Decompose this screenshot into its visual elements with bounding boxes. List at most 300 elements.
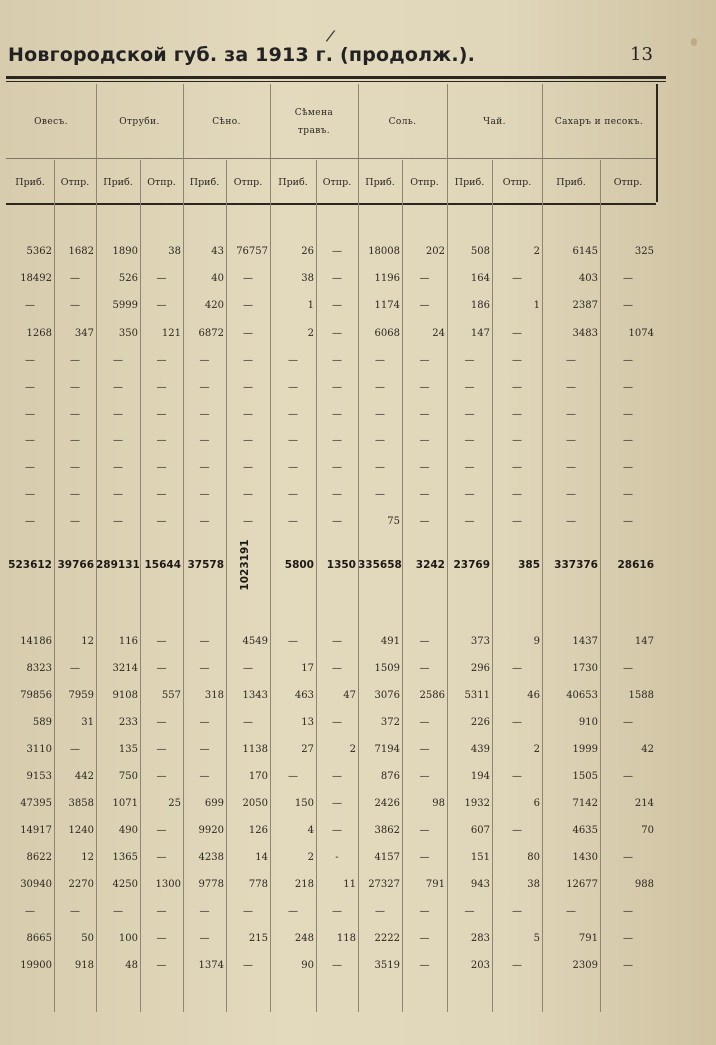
table-cell: 1268 [26,328,52,339]
table-cell: 2270 [68,879,94,890]
table-cell: 14186 [20,636,52,647]
table-cell: 18008 [368,246,400,257]
table-cell: — [288,771,298,782]
table-cell: — [156,717,167,728]
table-cell: — [623,516,633,527]
table-cell: — [623,273,633,284]
group-header-3: Сѣмена травъ. [294,108,334,136]
table-cell: 4 [307,825,314,836]
pencil-mark: / [324,25,337,46]
subheader-6: Приб. [278,176,308,188]
table-cell: — [419,744,430,755]
table-cell: — [156,489,167,500]
table-cell: 31 [81,717,94,728]
table-cell: — [512,328,522,339]
table-cell: 164 [470,273,490,284]
table-cell: — [199,933,210,944]
table-cell: 7142 [572,798,598,809]
table-cell: — [419,663,430,674]
table-cell: 2050 [242,798,268,809]
table-cell: 147 [634,636,654,647]
table-cell: 14 [255,852,268,863]
table-cell: 1505 [572,771,598,782]
table-cell: 442 [74,771,94,782]
table-cell: — [623,409,633,420]
table-cell: — [332,825,342,836]
table-cell: 508 [470,246,490,257]
table-cell: 2387 [572,300,598,311]
table-cell: 170 [248,771,268,782]
group-header-2: Сѣно. [212,117,241,127]
table-cell: — [156,852,167,863]
table-cell: 1196 [374,273,400,284]
table-cell: 186 [470,300,490,311]
header-bottom-rule [6,203,656,205]
table-cell: 194 [470,771,490,782]
table-cell: 79856 [20,690,52,701]
table-cell: 98 [432,798,445,809]
table-cell: 283 [470,933,490,944]
table-cell: — [288,462,298,473]
table-cell: — [70,382,80,393]
table-cell: 26 [301,246,314,257]
table-cell: — [243,906,253,917]
table-cell: 1300 [155,879,181,890]
table-cell: — [332,771,342,782]
table-cell: 791 [425,879,445,890]
table-cell: — [512,717,522,728]
table-cell: - [335,852,339,863]
table-cell: — [199,744,210,755]
table-cell: 1350 [326,559,356,571]
table-cell: 23769 [453,559,490,571]
table-cell: 4157 [374,852,400,863]
table-cell: — [464,382,475,393]
table-cell: 3110 [26,744,52,755]
table-cell: 248 [294,933,314,944]
table-cell: — [419,960,430,971]
table-cell: 1890 [112,246,138,257]
table-cell: 27 [301,744,314,755]
table-cell: 1730 [572,663,598,674]
table-cell: 318 [204,690,224,701]
table-cell: 5 [533,933,540,944]
table-cell: 1071 [112,798,138,809]
table-cell: — [70,489,80,500]
table-cell: — [419,771,430,782]
table-cell: 1437 [572,636,598,647]
table-cell: 38 [301,273,314,284]
table-cell: — [623,771,633,782]
top-rule [6,76,666,79]
table-cell: — [243,300,253,311]
table-cell: 47 [343,690,356,701]
table-cell: — [419,462,430,473]
table-cell: 2 [307,852,314,863]
table-cell: — [419,489,430,500]
table-cell: 11 [343,879,356,890]
table-cell: 218 [294,879,314,890]
table-cell: — [70,744,80,755]
table-cell: 24 [432,328,445,339]
table-cell: — [243,717,253,728]
page-title: Новгородской губ. за 1913 г. (продолж.). [8,44,476,66]
group-header-5: Чай. [483,117,506,127]
table-cell: 47395 [20,798,52,809]
table-cell: 5999 [112,300,138,311]
table-cell: — [156,273,167,284]
table-cell: 523612 [8,559,52,571]
table-cell: 3483 [572,328,598,339]
table-cell: — [419,906,430,917]
table-cell: — [199,489,210,500]
table-cell: — [464,489,475,500]
table-cell: — [419,933,430,944]
group-header-0: Овесъ. [34,117,68,127]
table-cell: 347 [74,328,94,339]
table-cell: — [332,516,342,527]
table-cell: — [464,462,475,473]
table-cell: — [566,489,576,500]
table-cell: 48 [125,960,138,971]
table-cell: — [419,382,430,393]
table-cell: 750 [118,771,138,782]
table-cell: 6068 [374,328,400,339]
table-cell: 439 [470,744,490,755]
table-cell: — [512,355,522,366]
table-cell: — [243,328,253,339]
table-cell: — [156,825,167,836]
table-cell: 463 [294,690,314,701]
table-cell: — [156,636,167,647]
subheader-5: Отпр. [233,176,263,188]
table-cell: — [464,516,475,527]
vertical-total-value [235,532,255,598]
table-cell: — [288,435,298,446]
table-cell: — [70,409,80,420]
table-cell: — [623,435,633,446]
table-cell: — [243,382,253,393]
table-cell: 1430 [572,852,598,863]
table-cell: — [243,489,253,500]
table-cell: — [70,300,80,311]
table-cell: — [199,462,210,473]
table-cell: — [332,382,342,393]
table-cell: 13 [301,717,314,728]
table-cell: — [512,771,522,782]
table-cell: — [70,273,80,284]
table-cell: — [375,382,385,393]
table-cell: 147 [470,328,490,339]
table-cell: 4238 [198,852,224,863]
table-cell: 1932 [464,798,490,809]
table-cell: 2426 [374,798,400,809]
table-cell: — [70,355,80,366]
table-cell: 403 [578,273,598,284]
group-header-6: Сахаръ и песокъ. [554,117,644,127]
table-cell: 1509 [374,663,400,674]
table-cell: 9 [533,636,540,647]
table-cell: — [566,516,576,527]
subheader-1: Отпр. [60,176,90,188]
table-cell: — [512,409,522,420]
table-cell: 7959 [68,690,94,701]
table-cell: 2 [533,246,540,257]
subheader-8: Приб. [365,176,395,188]
table-cell: — [199,409,210,420]
table-cell: — [332,489,342,500]
table-cell: 2586 [419,690,445,701]
table-cell: 526 [118,273,138,284]
table-cell: — [25,435,35,446]
table-cell: 126 [248,825,268,836]
subheader-3: Отпр. [147,176,176,188]
table-cell: — [623,355,633,366]
table-cell: 490 [118,825,138,836]
table-cell: — [623,382,633,393]
page-number: 13 [630,44,653,65]
table-cell: — [512,273,522,284]
table-cell: 3519 [374,960,400,971]
table-cell: — [25,409,35,420]
table-cell: 38 [168,246,181,257]
table-cell: — [25,462,35,473]
table-cell: 151 [470,852,490,863]
subheader-10: Приб. [454,176,485,188]
table-cell: — [70,663,80,674]
table-cell: — [156,933,167,944]
table-cell: — [566,462,576,473]
group-header-4: Соль. [388,117,417,127]
table-cell: — [70,435,80,446]
table-cell: 8665 [26,933,52,944]
table-cell: 8323 [26,663,52,674]
table-cell: 50 [81,933,94,944]
table-cell: — [332,960,342,971]
table-cell: 2 [349,744,356,755]
table-cell: 1240 [68,825,94,836]
table-cell: — [243,435,253,446]
table-cell: 203 [470,960,490,971]
table-cell: 80 [527,852,540,863]
table-cell: 150 [294,798,314,809]
table-cell: 296 [470,663,490,674]
table-cell: — [156,744,167,755]
table-cell: 39766 [57,559,94,571]
top-rule-thin [6,81,666,82]
table-cell: 350 [118,328,138,339]
table-cell: — [332,906,342,917]
table-cell: 988 [634,879,654,890]
table-cell: 28616 [617,559,654,571]
table-cell: 9778 [198,879,224,890]
table-cell: — [566,382,576,393]
table-cell: 15644 [144,559,181,571]
table-cell: — [156,771,167,782]
table-cell: 1365 [112,852,138,863]
table-cell: 6145 [572,246,598,257]
column-line [447,84,448,1012]
subheader-2: Приб. [103,176,133,188]
table-cell: 116 [118,636,138,647]
table-cell: 3076 [374,690,400,701]
subheader-7: Отпр. [322,176,352,188]
table-cell: — [156,300,167,311]
table-cell: — [156,382,167,393]
table-cell: — [199,435,210,446]
table-cell: — [375,462,385,473]
table-cell: 75 [387,516,400,527]
table-cell: — [25,906,35,917]
table-cell: 337376 [554,559,598,571]
table-cell: 38 [527,879,540,890]
table-cell: — [332,273,342,284]
table-cell: 325 [634,246,654,257]
table-cell: — [113,409,123,420]
table-cell: — [113,489,123,500]
table-cell: 17 [301,663,314,674]
table-cell: — [25,489,35,500]
table-cell: — [113,462,123,473]
table-cell: — [332,435,342,446]
table-cell: 46 [527,690,540,701]
table-cell: 589 [32,717,52,728]
table-cell: 121 [161,328,181,339]
table-cell: — [464,435,475,446]
table-cell: — [113,382,123,393]
table-cell: 918 [74,960,94,971]
table-cell: — [464,906,475,917]
table-cell: 4635 [572,825,598,836]
subheader-0: Приб. [15,176,45,188]
table-cell: — [288,636,298,647]
table-cell: 5311 [464,690,490,701]
table-cell: 910 [578,717,598,728]
table-cell: — [25,355,35,366]
table-cell: 3862 [374,825,400,836]
table-cell: — [512,489,522,500]
table-cell: 1074 [628,328,654,339]
subheader-12: Приб. [556,176,586,188]
table-cell: — [623,663,633,674]
table-cell: 1 [533,300,540,311]
table-cell: 226 [470,717,490,728]
table-cell: — [375,355,385,366]
table-cell: — [332,663,342,674]
table-cell: 30940 [20,879,52,890]
table-cell: — [623,933,633,944]
table-cell: — [288,516,298,527]
table-cell: — [419,852,430,863]
table-cell: 3214 [112,663,138,674]
table-cell: — [113,355,123,366]
table-cell: 1682 [68,246,94,257]
table-cell: 27327 [368,879,400,890]
table-cell: — [512,435,522,446]
table-cell: 233 [118,717,138,728]
table-cell: 385 [518,559,540,571]
table-cell: — [156,462,167,473]
table-cell: 491 [380,636,400,647]
table-cell: — [113,906,123,917]
table-cell: — [332,246,342,257]
group-header-1: Отруби. [119,117,160,127]
table-cell: — [419,516,430,527]
table-cell: — [512,516,522,527]
table-cell: — [199,382,210,393]
table-cell: — [566,435,576,446]
table-cell: — [243,462,253,473]
table-cell: — [70,516,80,527]
table-cell: — [566,409,576,420]
table-cell: — [156,435,167,446]
table-cell: — [288,906,298,917]
subheader-11: Отпр. [502,176,532,188]
table-cell: 1138 [242,744,268,755]
table-cell: 7194 [374,744,400,755]
table-cell: 9920 [198,825,224,836]
table-cell: 778 [248,879,268,890]
header-divider [6,158,656,159]
table-cell: — [623,960,633,971]
table-cell: 699 [204,798,224,809]
table-cell: — [199,906,210,917]
table-cell: 1174 [374,300,400,311]
table-cell: — [288,489,298,500]
table-cell: 100 [118,933,138,944]
subheader-13: Отпр. [613,176,643,188]
table-cell: 214 [634,798,654,809]
table-cell: — [419,636,430,647]
column-line [656,84,658,202]
table-cell: — [419,273,430,284]
table-cell: 18492 [20,273,52,284]
table-cell: — [419,355,430,366]
table-cell: 40653 [566,690,598,701]
table-cell: 420 [204,300,224,311]
table-cell: — [419,435,430,446]
table-cell: — [512,906,522,917]
table-cell: 1343 [242,690,268,701]
table-cell: — [623,852,633,863]
table-cell: 1999 [572,744,598,755]
table-cell: 876 [380,771,400,782]
table-cell: — [243,409,253,420]
table-cell: — [199,355,210,366]
column-line [96,84,97,1012]
table-cell: 19900 [20,960,52,971]
table-cell: 372 [380,717,400,728]
table-cell: 3858 [68,798,94,809]
table-cell: — [512,462,522,473]
table-cell: — [419,409,430,420]
table-cell: — [332,798,342,809]
table-cell: — [512,825,522,836]
table-cell: — [512,960,522,971]
table-cell: 12677 [566,879,598,890]
column-line [358,84,359,1012]
table-cell: — [199,717,210,728]
table-cell: — [25,300,35,311]
subheader-4: Приб. [189,176,220,188]
table-cell: 3242 [415,559,445,571]
table-cell: — [332,636,342,647]
table-cell: 4250 [112,879,138,890]
table-cell: 12 [81,852,94,863]
table-cell: — [464,355,475,366]
table-cell: — [156,663,167,674]
column-line [542,84,543,1012]
